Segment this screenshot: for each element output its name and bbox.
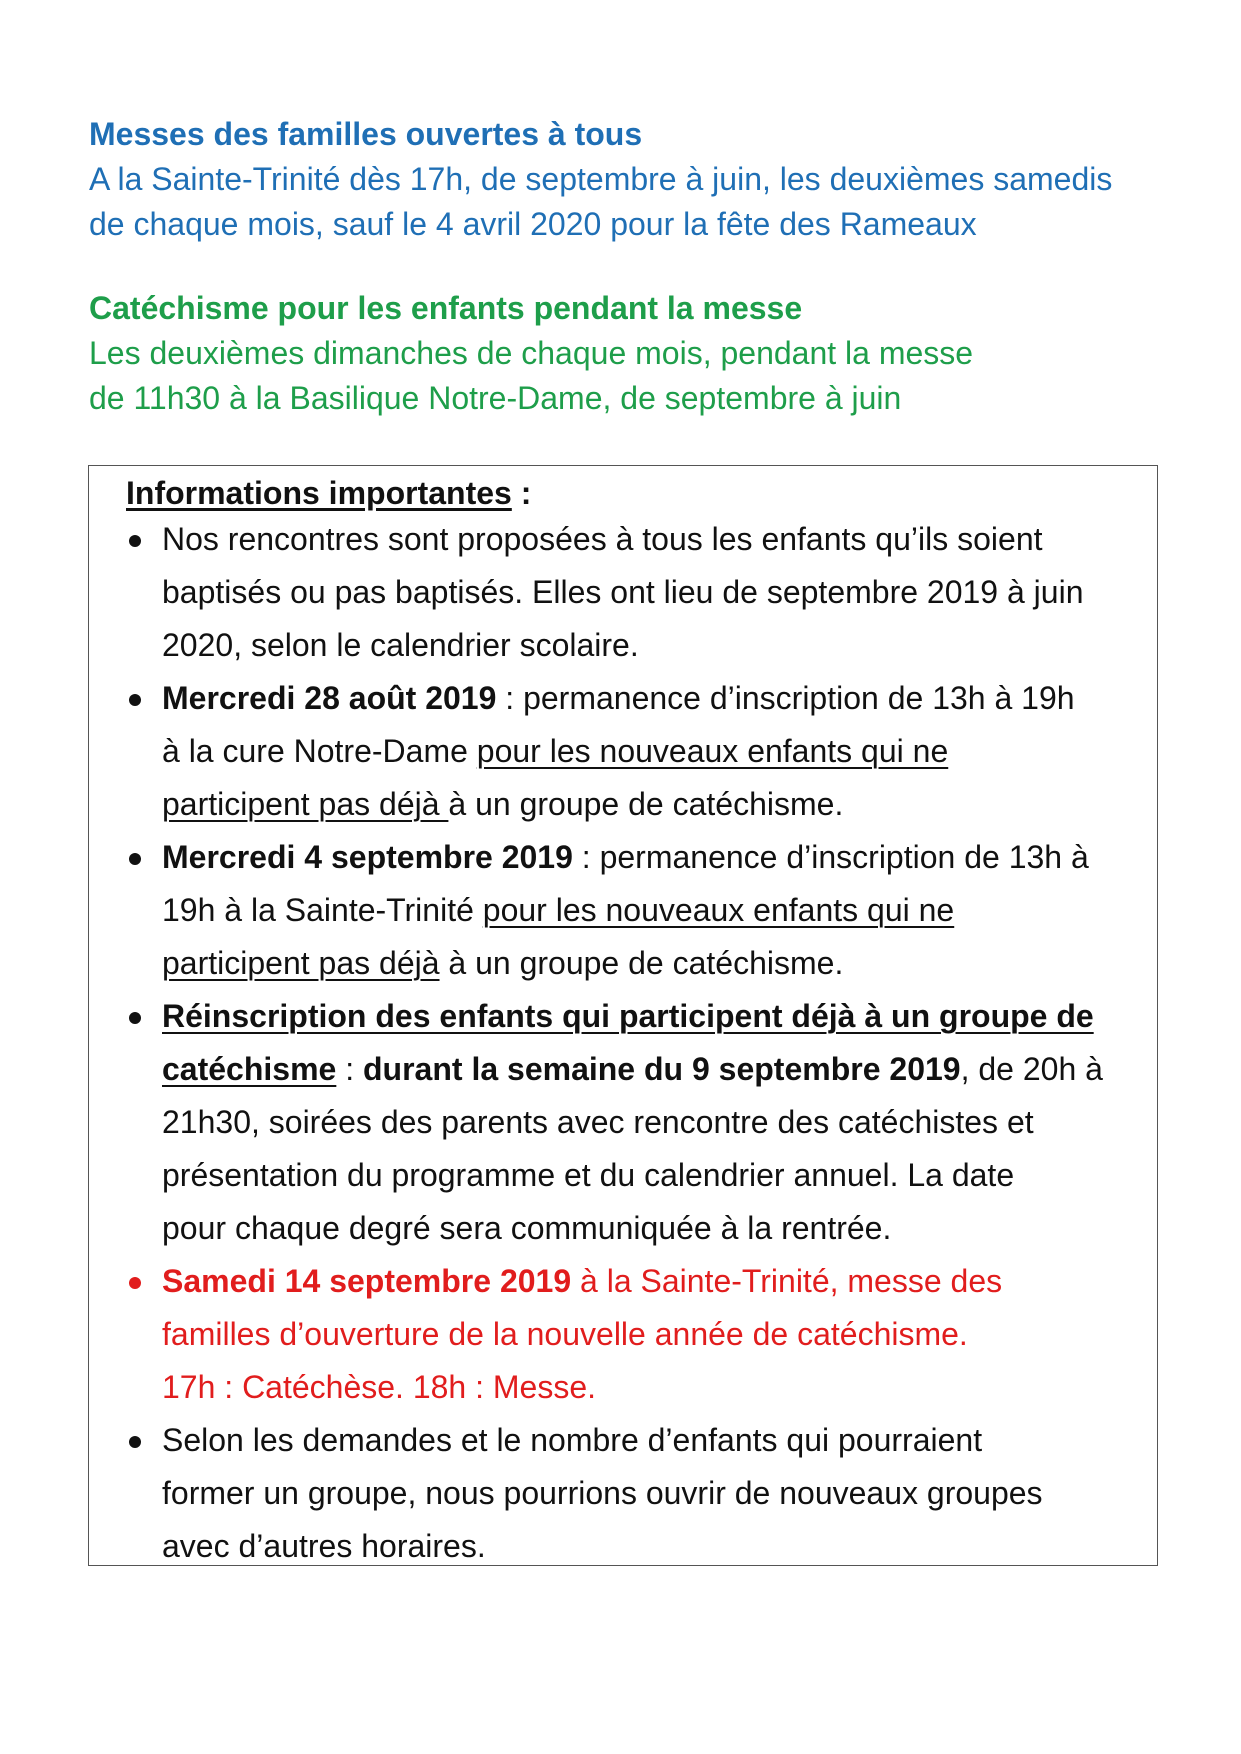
underlined-text: pour les nouveaux enfants qui ne [476,733,949,769]
info-item-new-groups [89,1414,1157,1573]
info-item-line: 2020, selon le calendrier scolaire. [162,627,639,663]
important-info-title [126,471,531,516]
registration-date: Mercredi 4 septembre 2019 [162,839,573,875]
info-item-registration-sainte-trinite [89,831,1157,990]
important-info-title-text: Informations importantes [126,475,512,511]
info-item-line: Réinscription des enfants qui participent déjà à un groupe de [162,998,1094,1034]
info-item-line [162,672,1147,725]
family-masses-section [89,112,1189,247]
catechism-during-mass-title: Catéchisme pour les enfants pendant la messe [89,290,803,326]
info-item-opening-mass [89,1255,1157,1414]
info-item-line: Nos rencontres sont proposées à tous les enfants qu’ils soient [162,521,1043,557]
catechism-during-mass-section [89,286,1189,421]
info-item-line: 21h30, soirées des parents avec rencontre des catéchistes et [162,1104,1034,1140]
underlined-text: pour les nouveaux enfants qui ne [482,892,955,928]
info-item-text: , de 20h à [960,1051,1103,1087]
info-item-text: à la Sainte-Trinité, messe des [571,1263,1003,1299]
catechism-during-mass-line-1: Les deuxièmes dimanches de chaque mois, pendant la messe [89,335,974,371]
info-item-line: former un groupe, nous pourrions ouvrir de nouveaux groupes [162,1475,1043,1511]
info-item-open-to-all [89,513,1157,672]
underlined-bold-text: catéchisme [162,1051,337,1087]
info-item-line [162,725,1147,778]
info-item-line [162,831,1147,884]
family-masses-line-2: de chaque mois, sauf le 4 avril 2020 pour la fête des Rameaux [89,206,977,242]
bullet-dot-icon [129,1436,141,1448]
bold-text: durant la semaine du 9 septembre 2019 [363,1051,961,1087]
opening-mass-date: Samedi 14 septembre 2019 [162,1263,572,1299]
family-masses-title: Messes des familles ouvertes à tous [89,116,643,152]
family-masses-line-1: A la Sainte-Trinité dès 17h, de septembre à juin, les deuxièmes samedis [89,161,1113,197]
info-item-line: pour chaque degré sera communiquée à la rentrée. [162,1210,892,1246]
info-item-line: 17h : Catéchèse. 18h : Messe. [162,1369,597,1405]
bullet-dot-icon [129,1012,141,1024]
bullet-dot-icon [129,694,141,706]
info-item-line [162,1043,1147,1096]
info-item-reinscription [89,990,1157,1255]
info-item-line: avec d’autres horaires. [162,1528,486,1564]
important-info-box [88,465,1158,1566]
info-item-line: Selon les demandes et le nombre d’enfants qui pourraient [162,1422,983,1458]
bullet-dot-icon [129,853,141,865]
info-item-line: présentation du programme et du calendrier annuel. La date [162,1157,1015,1193]
info-item-text: à un groupe de catéchisme. [439,945,844,981]
catechism-during-mass-line-2: de 11h30 à la Basilique Notre-Dame, de septembre à juin [89,380,902,416]
info-item-text: 19h à la Sainte-Trinité [162,892,483,928]
info-item-text: à la cure Notre-Dame [162,733,477,769]
info-item-line [162,937,1147,990]
bullet-dot-icon [129,535,141,547]
info-item-line [162,884,1147,937]
registration-date: Mercredi 28 août 2019 [162,680,497,716]
underlined-text: participent pas déjà [162,786,449,822]
info-item-text: : permanence d’inscription de 13h à [572,839,1089,875]
important-info-title-colon: : [511,475,532,511]
info-bullet-list [89,513,1157,1573]
info-item-line: baptisés ou pas baptisés. Elles ont lieu de septembre 2019 à juin [162,574,1084,610]
info-item-line [162,778,1147,831]
info-item-registration-notre-dame [89,672,1157,831]
info-item-text: : [336,1051,363,1087]
info-item-line [162,1255,1147,1308]
bullet-dot-icon [129,1277,141,1289]
info-item-line: familles d’ouverture de la nouvelle année de catéchisme. [162,1316,968,1352]
info-item-text: à un groupe de catéchisme. [448,786,844,822]
underlined-text: participent pas déjà [162,945,440,981]
info-item-text: : permanence d’inscription de 13h à 19h [496,680,1075,716]
